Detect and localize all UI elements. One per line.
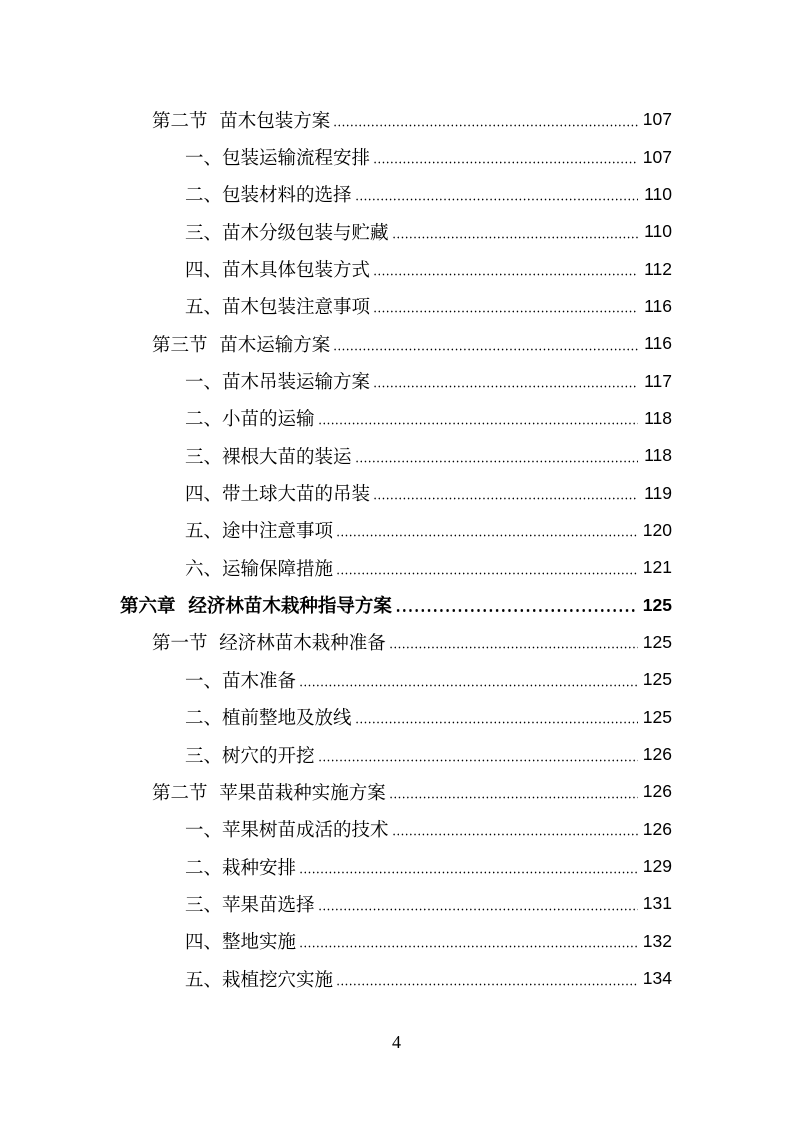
dot-leader	[355, 198, 638, 201]
toc-entry-title: 五、途中注意事项	[185, 521, 334, 543]
toc-entry-title: 五、苗木包装注意事项	[185, 297, 371, 319]
toc-entry-title: 第六章 经济林苗木栽种指导方案	[120, 596, 392, 618]
toc-page-number: 120	[642, 519, 672, 540]
toc-entry-title: 六、运输保障措施	[185, 558, 334, 580]
toc-entry-title: 一、苗木吊装运输方案	[185, 372, 371, 394]
toc-subsection-entry[interactable]	[0, 250, 793, 287]
toc-page-number: 131	[642, 893, 672, 914]
dot-leader	[373, 161, 638, 164]
toc-subsection-entry[interactable]	[0, 736, 793, 773]
dot-leader	[333, 124, 638, 127]
toc-section-entry[interactable]	[0, 101, 793, 138]
toc-chapter-entry[interactable]	[0, 586, 793, 623]
dot-leader	[373, 310, 638, 313]
toc-subsection-entry[interactable]	[0, 512, 793, 549]
dot-leader	[392, 833, 638, 836]
toc-entry-title: 二、小苗的运输	[185, 409, 315, 431]
toc-entry-title: 第三节 苗木运输方案	[152, 334, 331, 356]
table-of-contents	[0, 101, 793, 997]
toc-entry-title: 二、包装材料的选择	[185, 185, 352, 207]
toc-section-entry[interactable]	[0, 325, 793, 362]
toc-section-entry[interactable]	[0, 624, 793, 661]
toc-page-number: 126	[642, 818, 672, 839]
toc-entry-title: 第二节 苗木包装方案	[152, 110, 331, 132]
toc-entry-title: 三、树穴的开挖	[185, 745, 315, 767]
toc-entry-title: 三、裸根大苗的装运	[185, 446, 352, 468]
dot-leader	[373, 273, 638, 276]
toc-subsection-entry[interactable]	[0, 437, 793, 474]
toc-page-number: 126	[642, 744, 672, 765]
dot-leader	[389, 796, 638, 799]
toc-entry-title: 三、苹果苗选择	[185, 894, 315, 916]
toc-subsection-entry[interactable]	[0, 213, 793, 250]
toc-entry-title: 二、植前整地及放线	[185, 708, 352, 730]
dot-leader	[336, 572, 638, 575]
dot-leader	[318, 422, 638, 425]
dot-leader	[389, 646, 638, 649]
toc-page-number: 129	[642, 856, 672, 877]
toc-page-number: 116	[644, 333, 672, 354]
dot-leader	[373, 497, 638, 500]
toc-entry-title: 四、苗木具体包装方式	[185, 260, 371, 282]
toc-subsection-entry[interactable]	[0, 400, 793, 437]
toc-entry-title: 四、整地实施	[185, 932, 297, 954]
toc-page-number: 119	[644, 482, 672, 503]
dot-leader	[299, 945, 638, 948]
toc-subsection-entry[interactable]	[0, 923, 793, 960]
toc-subsection-entry[interactable]	[0, 362, 793, 399]
toc-page-number: 134	[642, 968, 672, 989]
dot-leader	[336, 983, 638, 986]
toc-page-number: 125	[642, 594, 672, 615]
toc-subsection-entry[interactable]	[0, 885, 793, 922]
toc-subsection-entry[interactable]	[0, 811, 793, 848]
toc-page-number: 116	[644, 295, 672, 316]
toc-subsection-entry[interactable]	[0, 661, 793, 698]
dot-leader	[336, 534, 638, 537]
toc-page-number: 117	[644, 370, 672, 391]
toc-subsection-entry[interactable]	[0, 699, 793, 736]
toc-page-number: 118	[644, 407, 672, 428]
toc-entry-title: 三、苗木分级包装与贮藏	[185, 222, 389, 244]
page-number: 4	[392, 1032, 401, 1052]
dot-leader	[373, 385, 638, 388]
dot-leader	[395, 609, 638, 612]
toc-entry-title: 一、苹果树苗成活的技术	[185, 820, 389, 842]
toc-subsection-entry[interactable]	[0, 549, 793, 586]
toc-subsection-entry[interactable]	[0, 474, 793, 511]
dot-leader	[355, 460, 638, 463]
toc-entry-title: 第一节 经济林苗木栽种准备	[152, 633, 386, 655]
toc-page-number: 125	[642, 631, 672, 652]
toc-page-number: 118	[644, 445, 672, 466]
dot-leader	[392, 236, 638, 239]
toc-subsection-entry[interactable]	[0, 848, 793, 885]
toc-subsection-entry[interactable]	[0, 138, 793, 175]
toc-entry-title: 二、栽种安排	[185, 857, 297, 879]
dot-leader	[299, 871, 638, 874]
toc-page-number: 121	[642, 557, 672, 578]
toc-page-number: 110	[644, 183, 672, 204]
toc-entry-title: 一、包装运输流程安排	[185, 148, 371, 170]
toc-entry-title: 第二节 苹果苗栽种实施方案	[152, 782, 386, 804]
dot-leader	[318, 908, 638, 911]
toc-entry-title: 四、带土球大苗的吊装	[185, 484, 371, 506]
toc-page-number: 132	[642, 930, 672, 951]
toc-subsection-entry[interactable]	[0, 176, 793, 213]
toc-subsection-entry[interactable]	[0, 960, 793, 997]
toc-page-number: 110	[644, 221, 672, 242]
toc-page-number: 126	[642, 781, 672, 802]
toc-page-number: 112	[644, 258, 672, 279]
toc-page-number: 107	[642, 146, 672, 167]
dot-leader	[299, 684, 638, 687]
toc-subsection-entry[interactable]	[0, 288, 793, 325]
toc-page-number: 125	[642, 706, 672, 727]
toc-page-number: 125	[642, 669, 672, 690]
toc-page-number: 107	[642, 109, 672, 130]
toc-entry-title: 一、苗木准备	[185, 670, 297, 692]
dot-leader	[355, 721, 638, 724]
toc-entry-title: 五、栽植挖穴实施	[185, 969, 334, 991]
dot-leader	[333, 348, 638, 351]
dot-leader	[318, 759, 638, 762]
toc-section-entry[interactable]	[0, 773, 793, 810]
